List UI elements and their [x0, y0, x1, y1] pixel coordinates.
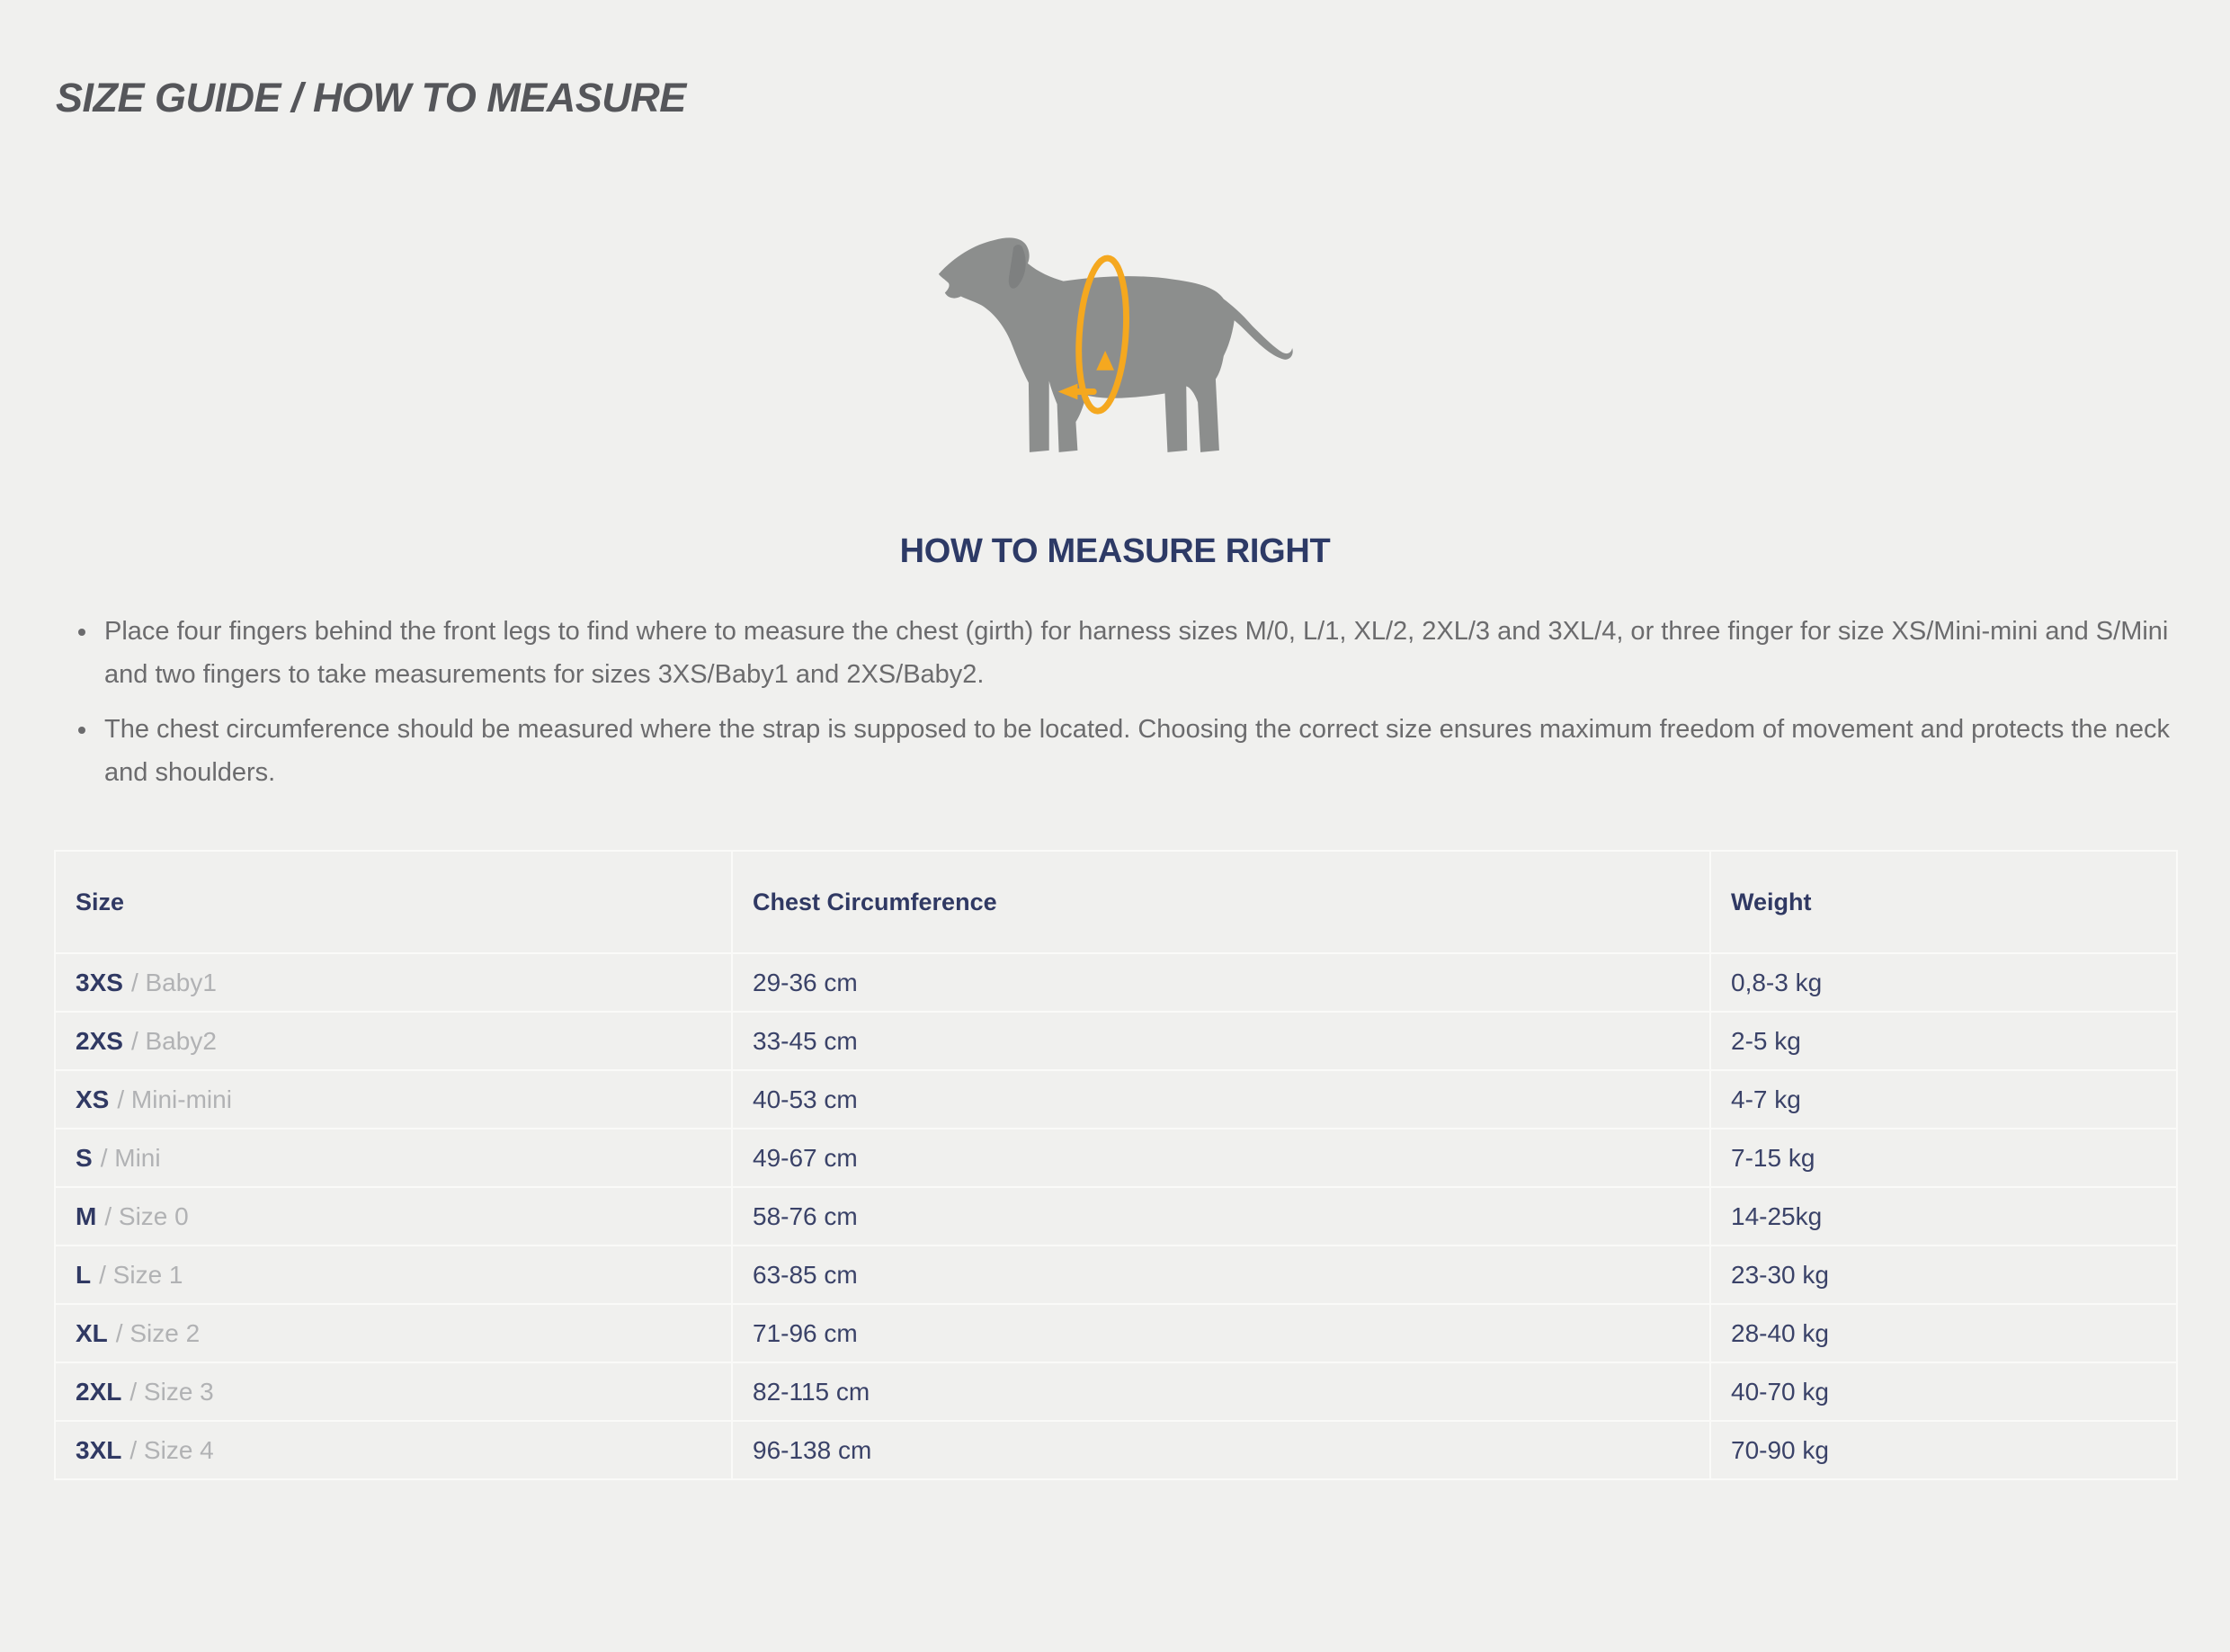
size-guide-title: SIZE GUIDE / HOW TO MEASURE	[56, 75, 686, 121]
table-row	[55, 1187, 2177, 1246]
size-code: L	[76, 1260, 92, 1289]
size-code: 3XS	[76, 968, 123, 996]
dog-illustration	[54, 220, 2176, 470]
weight-cell: 7-15 kg	[1710, 1129, 2177, 1187]
size-variant: / Mini-mini	[117, 1085, 232, 1113]
chest-cell: 40-53 cm	[732, 1070, 1710, 1129]
chest-cell: 29-36 cm	[732, 953, 1710, 1012]
weight-cell: 2-5 kg	[1710, 1012, 2177, 1070]
weight-cell: 0,8-3 kg	[1710, 953, 2177, 1012]
col-header-weight: Weight	[1710, 851, 2177, 953]
size-cell	[55, 1246, 732, 1304]
chest-cell: 71-96 cm	[732, 1304, 1710, 1362]
chest-cell: 33-45 cm	[732, 1012, 1710, 1070]
size-code: M	[76, 1201, 97, 1230]
table-row	[55, 1421, 2177, 1479]
table-row	[55, 1362, 2177, 1421]
size-table-header	[55, 851, 2177, 953]
size-cell	[55, 1129, 732, 1187]
chest-cell: 96-138 cm	[732, 1421, 1710, 1479]
size-code: S	[76, 1143, 93, 1172]
table-row	[55, 1012, 2177, 1070]
size-variant: / Baby2	[130, 1026, 217, 1055]
size-table	[54, 850, 2178, 1480]
weight-cell: 23-30 kg	[1710, 1246, 2177, 1304]
size-variant: / Size 2	[115, 1318, 201, 1347]
table-row	[55, 1304, 2177, 1362]
weight-cell: 14-25kg	[1710, 1187, 2177, 1246]
weight-cell: 28-40 kg	[1710, 1304, 2177, 1362]
size-code: XL	[76, 1318, 108, 1347]
size-table-body	[55, 953, 2177, 1479]
size-cell	[55, 1012, 732, 1070]
chest-cell: 58-76 cm	[732, 1187, 1710, 1246]
header-row	[55, 851, 2177, 953]
dog-measure-diagram-icon	[928, 220, 1302, 470]
size-variant: / Size 0	[104, 1201, 189, 1230]
col-header-chest-circumference: Chest Circumference	[732, 851, 1710, 953]
size-variant: / Size 4	[129, 1435, 214, 1464]
table-row	[55, 1246, 2177, 1304]
size-cell	[55, 953, 732, 1012]
size-cell	[55, 1362, 732, 1421]
table-row	[55, 1129, 2177, 1187]
size-cell	[55, 1421, 732, 1479]
size-variant: / Size 3	[129, 1377, 214, 1406]
weight-cell: 40-70 kg	[1710, 1362, 2177, 1421]
size-cell	[55, 1304, 732, 1362]
chest-cell: 49-67 cm	[732, 1129, 1710, 1187]
size-variant: / Baby1	[130, 968, 217, 996]
how-to-measure-heading: HOW TO MEASURE RIGHT	[899, 531, 1331, 570]
col-header-size: Size	[55, 851, 732, 953]
table-row	[55, 1070, 2177, 1129]
size-code: XS	[76, 1085, 110, 1113]
instruction-item: • Place four fingers behind the front legs to find where to measure the chest (girth) for harness sizes M/0, L/1, XL/2, 2XL/3 and 3XL/4, or three finger for size XS/Mini-mini and S/Mini and two fingers to take measurements for sizes 3XS/Baby1 and 2XS/Baby2.	[99, 610, 2172, 696]
size-code: 2XS	[76, 1026, 123, 1055]
size-code: 3XL	[76, 1435, 122, 1464]
size-cell	[55, 1187, 732, 1246]
size-guide-section	[0, 75, 2230, 1480]
instruction-list	[54, 610, 2176, 794]
weight-cell: 4-7 kg	[1710, 1070, 2177, 1129]
size-code: 2XL	[76, 1377, 122, 1406]
table-row	[55, 953, 2177, 1012]
chest-cell: 82-115 cm	[732, 1362, 1710, 1421]
instruction-item: • The chest circumference should be measured where the strap is supposed to be located. Choosing the correct size ensures maximum freedom of movement and protects the neck and shoulders.	[99, 708, 2172, 794]
size-cell	[55, 1070, 732, 1129]
weight-cell: 70-90 kg	[1710, 1421, 2177, 1479]
chest-cell: 63-85 cm	[732, 1246, 1710, 1304]
size-variant: / Size 1	[99, 1260, 183, 1289]
size-variant: / Mini	[100, 1143, 161, 1172]
